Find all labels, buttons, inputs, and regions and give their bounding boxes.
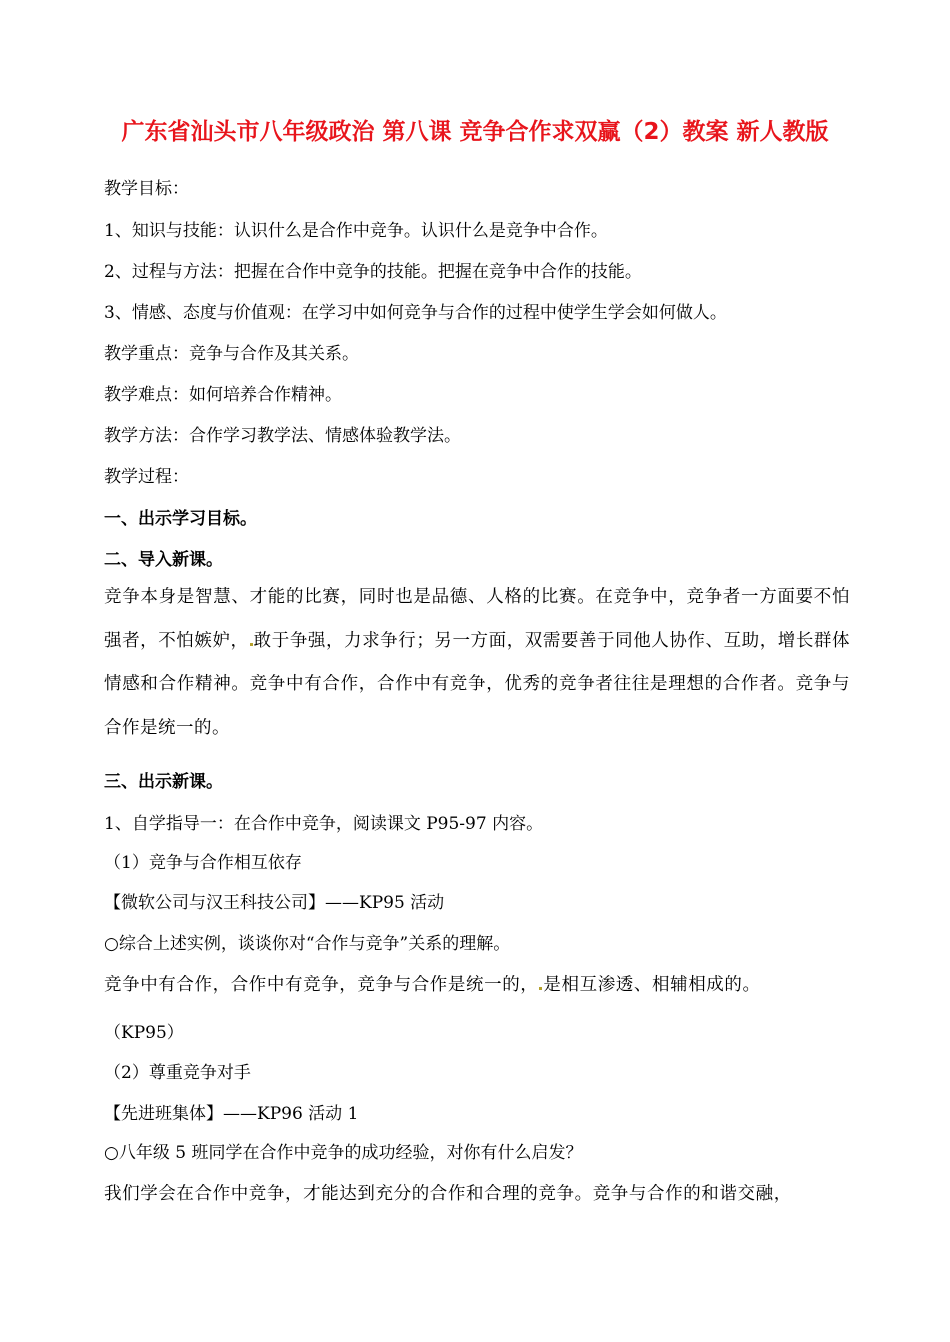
mark-dot	[250, 643, 253, 646]
goal-knowledge: 1、知识与技能：认识什么是合作中竞争。认识什么是竞争中合作。	[104, 221, 608, 241]
teaching-process-heading: 教学过程：	[104, 467, 189, 487]
intro-paragraph-part2: 敢于争强，力求争行；另一方面，双需要善于同他人协作、互助，增长群体情感和合作精神。竞争中有合作，合作中有竞争，优秀的竞争者往往是理想的合作者。竞争与合作是统一的。	[104, 630, 851, 738]
document-title: 广东省汕头市八年级政治 第八课 竞争合作求双赢（2）教案 新人教版	[121, 119, 829, 145]
teaching-goals-heading: 教学目标：	[104, 179, 189, 199]
intro-paragraph	[104, 576, 850, 750]
section-heading-1: 一、出示学习目标。	[104, 509, 257, 529]
subheading-1: （1）竞争与合作相互依存	[104, 853, 302, 873]
case-microsoft: 【微软公司与汉王科技公司】——KP95 活动	[104, 893, 445, 913]
answer-1-part1: 竞争中有合作，合作中有竞争，竞争与合作是统一的，	[104, 975, 539, 995]
goal-process: 2、过程与方法：把握在合作中竞争的技能。把握在竞争中合作的技能。	[104, 262, 642, 282]
teaching-method: 教学方法：合作学习教学法、情感体验教学法。	[104, 426, 461, 446]
question-2: ○八年级 5 班同学在合作中竞争的成功经验，对你有什么启发？	[104, 1143, 583, 1163]
question-1: ○综合上述实例，谈谈你对“合作与竞争”关系的理解。	[104, 934, 511, 954]
section-heading-3: 三、出示新课。	[104, 772, 223, 792]
goal-emotion: 3、情感、态度与价值观：在学习中如何竞争与合作的过程中使学生学会如何做人。	[104, 303, 727, 323]
case-advanced-class: 【先进班集体】——KP96 活动 1	[104, 1104, 359, 1124]
kp95-ref: （KP95）	[104, 1023, 184, 1043]
answer-1-part2: 是相互渗透、相辅相成的。	[543, 975, 761, 995]
answer-1	[104, 974, 761, 996]
key-point: 教学重点：竞争与合作及其关系。	[104, 344, 359, 364]
section-heading-2: 二、导入新课。	[104, 550, 223, 570]
self-study-guide-1: 1、自学指导一：在合作中竞争，阅读课文 P95-97 内容。	[104, 814, 544, 834]
last-paragraph-line: 我们学会在合作中竞争，才能达到充分的合作和合理的竞争。竞争与合作的和谐交融，	[104, 1184, 792, 1204]
mark-dot	[539, 987, 542, 990]
subheading-2: （2）尊重竞争对手	[104, 1063, 251, 1083]
intro-paragraph-part1: 竞争本身是智慧、才能的比赛，同时也是品德、人格的比赛。在竞争中，竞争者一方面要不怕强者，不怕嫉妒，	[104, 587, 850, 651]
difficulty-point: 教学难点：如何培养合作精神。	[104, 385, 342, 405]
